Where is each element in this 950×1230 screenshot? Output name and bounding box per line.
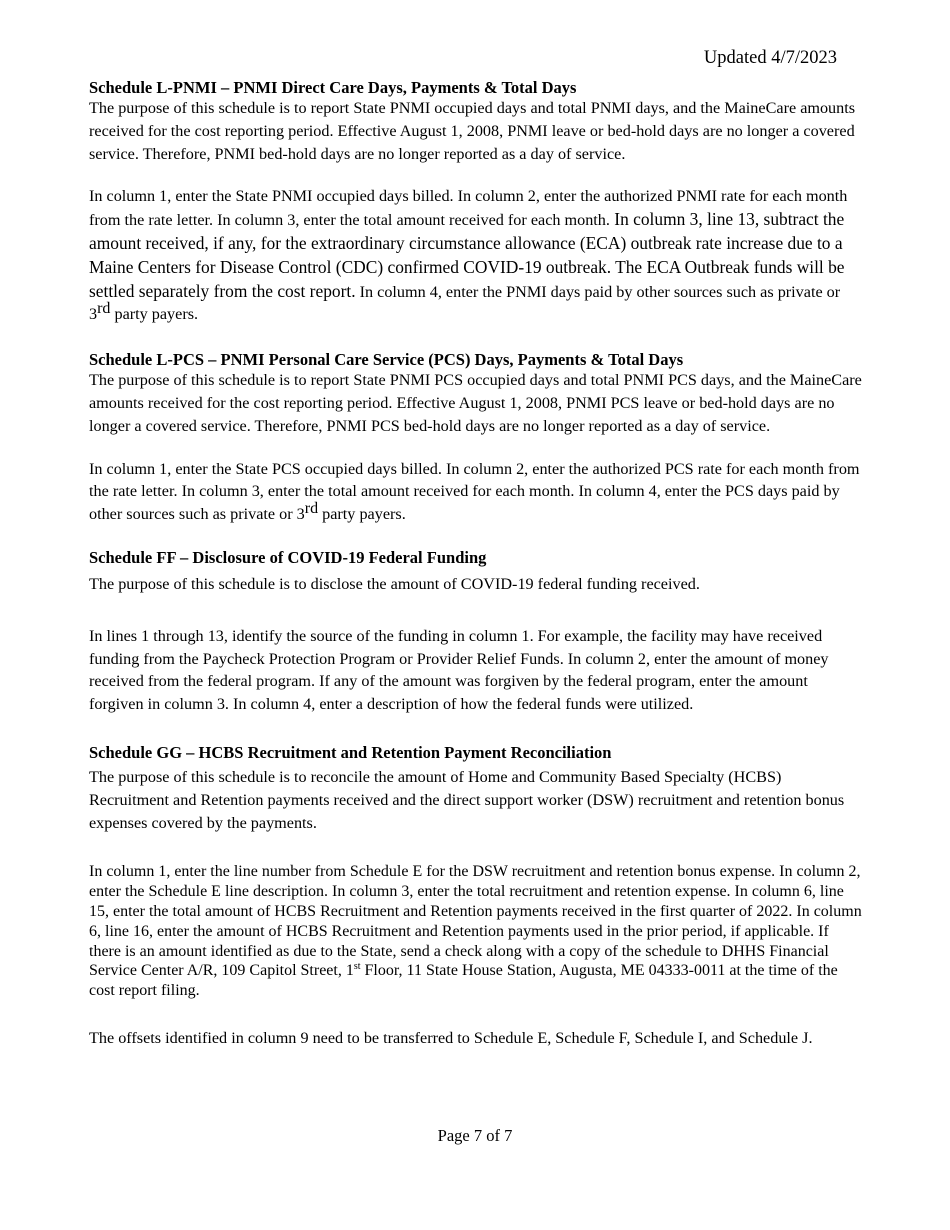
gg-instr-a: In column 1, enter the line number from Schedule E for the DSW recruitment and retention bonus expense. In column 2, enter the Schedule E line description. In column 3, enter the total recruitment and retention expense. In column 6, line 15, enter the total amount of HCBS Recruitment and Retention payments received in the first quarter of 2022. In column 6, line 16, enter the amount of HCBS Recruitment and Retention payments used in the prior period, if applicable. If there is an amount identified as due to the State, send a check along with a copy of the schedule to DHHS Financial Service Center A/R, 109 Capitol Street, 1 (89, 863, 862, 980)
section-gg (89, 743, 864, 1050)
l-pcs-instr-b: party payers. (318, 505, 406, 524)
l-pcs-instr-a: In column 1, enter the State PCS occupied days billed. In column 2, enter the authorized PCS rate for each month from the rate letter. In column 3, enter the total amount received for each month. In column 4, enter the PCS days paid by other sources such as private or 3 (89, 459, 860, 524)
heading-l-pnmi: Schedule L-PNMI – PNMI Direct Care Days, Payments & Total Days (89, 78, 577, 97)
section-l-pcs (89, 350, 864, 526)
document-body (89, 78, 864, 1050)
section-l-pnmi (89, 78, 864, 326)
section-ff (89, 548, 864, 716)
heading-gg: Schedule GG – HCBS Recruitment and Retention Payment Reconciliation (89, 742, 612, 762)
l-pnmi-purpose: The purpose of this schedule is to report State PNMI occupied days and total PNMI days, and the MaineCare amounts received for the cost reporting period. Effective August 1, 2008, PNMI leave or bed-hold days are no longer a covered service. Therefore, PNMI bed-hold days are no longer reported as a day of service. (89, 99, 856, 163)
l-pnmi-sup: rd (97, 300, 111, 318)
l-pnmi-instr-a: In column 1, enter the State PNMI occupied days billed. In column 2, enter the authorized PNMI rate for each month from the rate letter. In column 3, enter the total amount received for each month. (89, 187, 848, 230)
ff-purpose: The purpose of this schedule is to disclose the amount of COVID-19 federal funding received. (89, 574, 700, 593)
gg-sup: st (353, 961, 361, 973)
gg-instr-b: Floor, 11 State House Station, Augusta, ME 04333-0011 at the time of the cost report filing. (89, 962, 838, 1000)
gg-instructions (89, 862, 864, 1001)
page-number: Page 7 of 7 (437, 1126, 513, 1145)
l-pnmi-instructions (89, 185, 864, 326)
gg-purpose: The purpose of this schedule is to reconcile the amount of Home and Community Based Specialty (HCBS) Recruitment and Retention payments received and the direct support worker (DSW) recruitment and retention bonus expenses covered by the payments. (89, 767, 845, 832)
l-pnmi-instr-b: In column 3, line 13, subtract the amount received, if any, for the extraordinary circumstance allowance (ECA) outbreak rate increase due to a Maine Centers for Disease Control (CDC) confirmed COVID-19 outbreak. The ECA Outbreak funds will be settled separately from the cost report. (89, 209, 845, 301)
l-pnmi-instr-d: party payers. (110, 305, 199, 324)
gg-offsets: The offsets identified in column 9 need to be transferred to Schedule E, Schedule F, Schedule I, and Schedule J. (89, 1028, 813, 1047)
l-pnmi-instr-c: In column 4, enter the PNMI days paid by other sources such as private or 3 (89, 282, 841, 324)
l-pcs-sup: rd (304, 500, 319, 518)
l-pcs-instructions (89, 458, 864, 526)
heading-ff: Schedule FF – Disclosure of COVID-19 Federal Funding (89, 547, 487, 567)
ff-instructions: In lines 1 through 13, identify the source of the funding in column 1. For example, the facility may have received funding from the Paycheck Protection Program or Provider Relief Funds. In column 2, enter the amount of money received from the federal program. If any of the amount was forgiven by the federal program, enter the amount forgiven in column 3. In column 4, enter a description of how the federal funds were utilized. (89, 626, 829, 714)
l-pcs-purpose: The purpose of this schedule is to report State PNMI PCS occupied days and total PNMI PCS days, and the MaineCare amounts received for the cost reporting period. Effective August 1, 2008, PNMI PCS leave or bed-hold days are no longer a covered service. Therefore, PNMI PCS bed-hold days are no longer reported as a day of service. (89, 371, 862, 435)
heading-l-pcs: Schedule L-PCS – PNMI Personal Care Service (PCS) Days, Payments & Total Days (89, 350, 684, 370)
updated-date: Updated 4/7/2023 (703, 48, 837, 68)
